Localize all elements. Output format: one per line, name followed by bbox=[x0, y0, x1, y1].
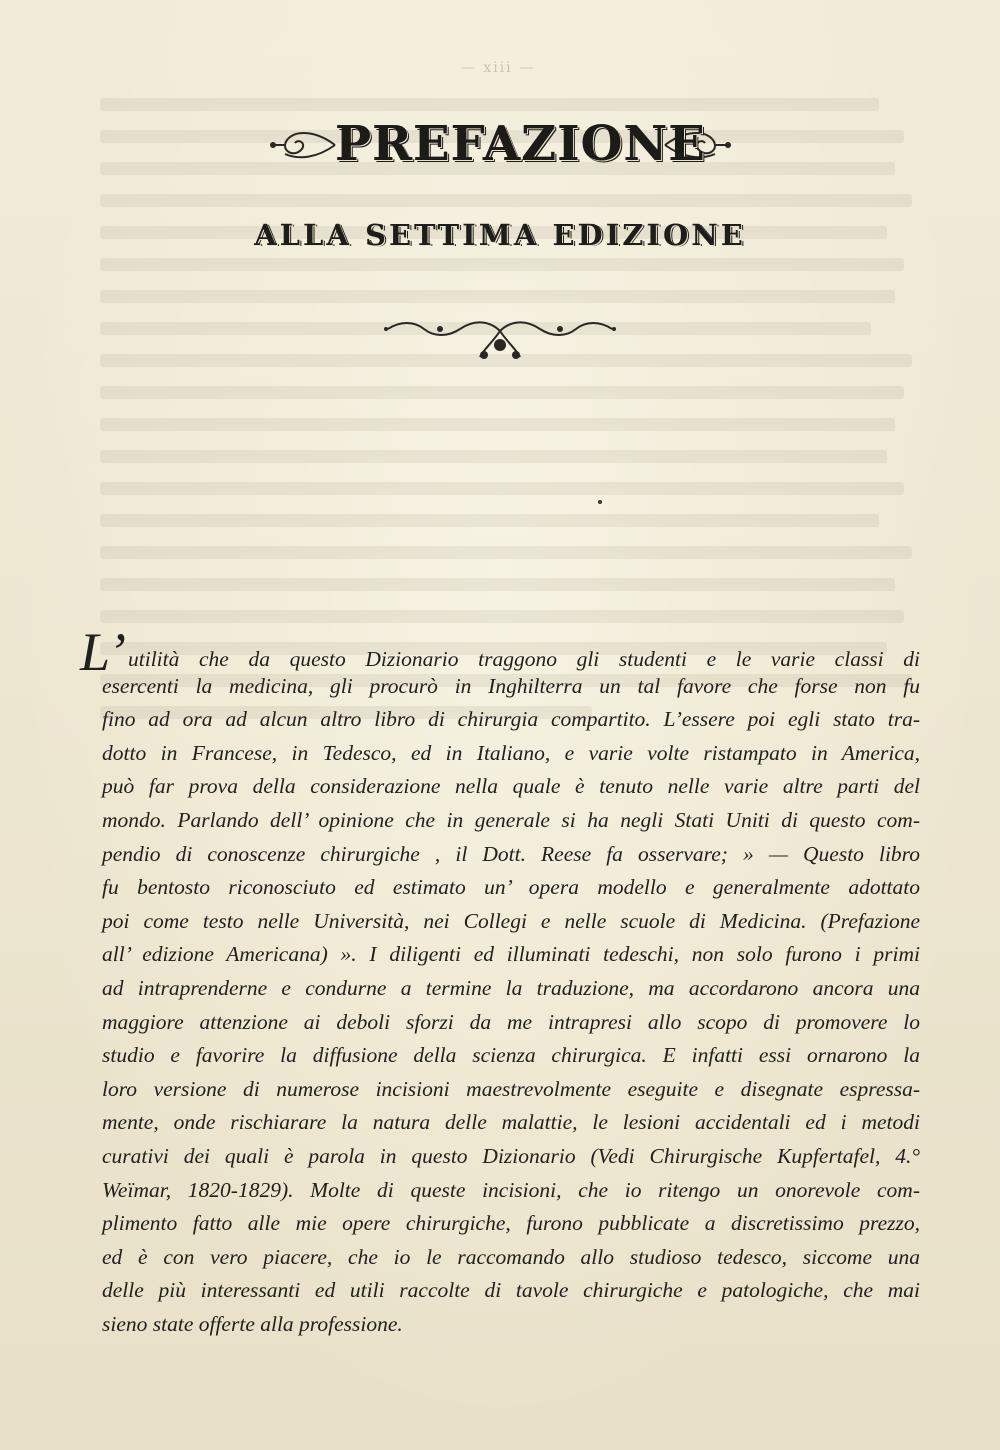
page-marker: — xiii — bbox=[460, 60, 536, 76]
bleed-line bbox=[100, 610, 904, 623]
text-line-content: curativi dei quali è parola in questo Dizionario (Vedi Chirurgische Kupfertafel, 4.° bbox=[102, 1143, 920, 1168]
text-line bbox=[80, 838, 920, 872]
text-line-content: ad intraprenderne e condurne a termine la traduzione, ma accordarono ancora una bbox=[102, 975, 920, 1000]
text-line-content: mondo. Parlando dell’ opinione che in generale si ha negli Stati Uniti di questo com- bbox=[102, 807, 920, 832]
page-title: PREFAZIONE bbox=[335, 116, 706, 172]
bleed-line bbox=[100, 290, 895, 303]
bleed-line bbox=[100, 546, 912, 559]
bleed-line bbox=[100, 258, 904, 271]
text-line bbox=[80, 1106, 920, 1140]
text-line-content: loro versione di numerose incisioni maestrevolmente eseguite e disegnate espressa- bbox=[102, 1076, 920, 1101]
page-subtitle: ALLA SETTIMA EDIZIONE bbox=[254, 218, 746, 252]
text-line bbox=[80, 1073, 920, 1107]
text-line-content: esercenti la medicina, gli procurò in Inghilterra un tal favore che forse non fu bbox=[102, 673, 920, 698]
text-line-content: delle più interessanti ed utili raccolte di tavole chirurgiche e patologiche, che mai bbox=[102, 1278, 920, 1303]
bleed-line bbox=[100, 482, 904, 495]
text-line-content: Weïmar, 1820-1829). Molte di queste incisioni, che io ritengo un onorevole com- bbox=[102, 1177, 920, 1202]
text-line-content: sieno state offerte alla professione. bbox=[102, 1311, 403, 1336]
text-line bbox=[80, 1274, 920, 1308]
text-line bbox=[80, 905, 920, 939]
text-line bbox=[80, 703, 920, 737]
text-line-content: fu bentosto riconosciuto ed estimato un’ opera modello e generalmente adottato bbox=[102, 875, 920, 900]
text-line bbox=[80, 871, 920, 905]
text-line-content: dotto in Francese, in Tedesco, ed in Italiano, e varie volte ristampato in America, bbox=[102, 740, 920, 765]
text-line bbox=[80, 1006, 920, 1040]
text-line bbox=[80, 1308, 920, 1342]
text-line-content: utilità che da questo Dizionario traggono gli studenti e le varie classi di bbox=[128, 647, 920, 671]
bleed-line bbox=[100, 450, 887, 463]
fleuron-ornament bbox=[380, 315, 620, 365]
text-line bbox=[80, 1207, 920, 1241]
text-line bbox=[80, 938, 920, 972]
drop-cap: L’ bbox=[80, 622, 127, 682]
text-line bbox=[80, 1174, 920, 1208]
text-line bbox=[80, 1140, 920, 1174]
text-line-content: plimento fatto alle mie opere chirurgiche, furono pubblicate a discretissimo prezzo, bbox=[102, 1211, 920, 1236]
text-line-content: all’ edizione Americana) ». I diligenti ed illuminati tedeschi, non solo furono i primi bbox=[102, 942, 920, 967]
bleed-line bbox=[100, 194, 912, 207]
text-line bbox=[80, 770, 920, 804]
text-line-content: può far prova della considerazione nella quale è tenuto nelle varie altre parti del bbox=[102, 774, 920, 799]
bleed-line bbox=[100, 514, 879, 527]
text-line bbox=[80, 622, 920, 682]
bleed-line bbox=[100, 418, 895, 431]
text-line-content: pendio di conoscenze chirurgiche , il Dott. Reese fa osservare; » — Questo libro bbox=[102, 841, 920, 866]
text-line-content: fino ad ora ad alcun altro libro di chirurgia compartito. L’essere poi egli stato tra- bbox=[102, 707, 920, 732]
text-line bbox=[80, 1039, 920, 1073]
text-line-content: mente, onde rischiarare la natura delle malattie, le lesioni accidentali ed i metodi bbox=[102, 1110, 920, 1135]
text-line bbox=[80, 1241, 920, 1275]
text-line bbox=[80, 804, 920, 838]
text-line-content: studio e favorire la diffusione della scienza chirurgica. E infatti essi ornarono la bbox=[102, 1043, 920, 1068]
ink-speck bbox=[598, 500, 602, 504]
text-line-content: ed è con vero piacere, che io le raccomando allo studioso tedesco, siccome una bbox=[102, 1244, 920, 1269]
text-line bbox=[80, 737, 920, 771]
bleed-line bbox=[100, 386, 904, 399]
text-line-content: poi come testo nelle Università, nei Collegi e nelle scuole di Medicina. (Prefazione bbox=[102, 908, 920, 933]
text-line-content: maggiore attenzione ai deboli sforzi da me intrapresi allo scopo di promovere lo bbox=[102, 1009, 920, 1034]
title-banner bbox=[265, 110, 735, 180]
preface-text bbox=[80, 622, 920, 1341]
text-line bbox=[80, 972, 920, 1006]
text-line bbox=[80, 670, 920, 704]
bleed-line bbox=[100, 578, 895, 591]
